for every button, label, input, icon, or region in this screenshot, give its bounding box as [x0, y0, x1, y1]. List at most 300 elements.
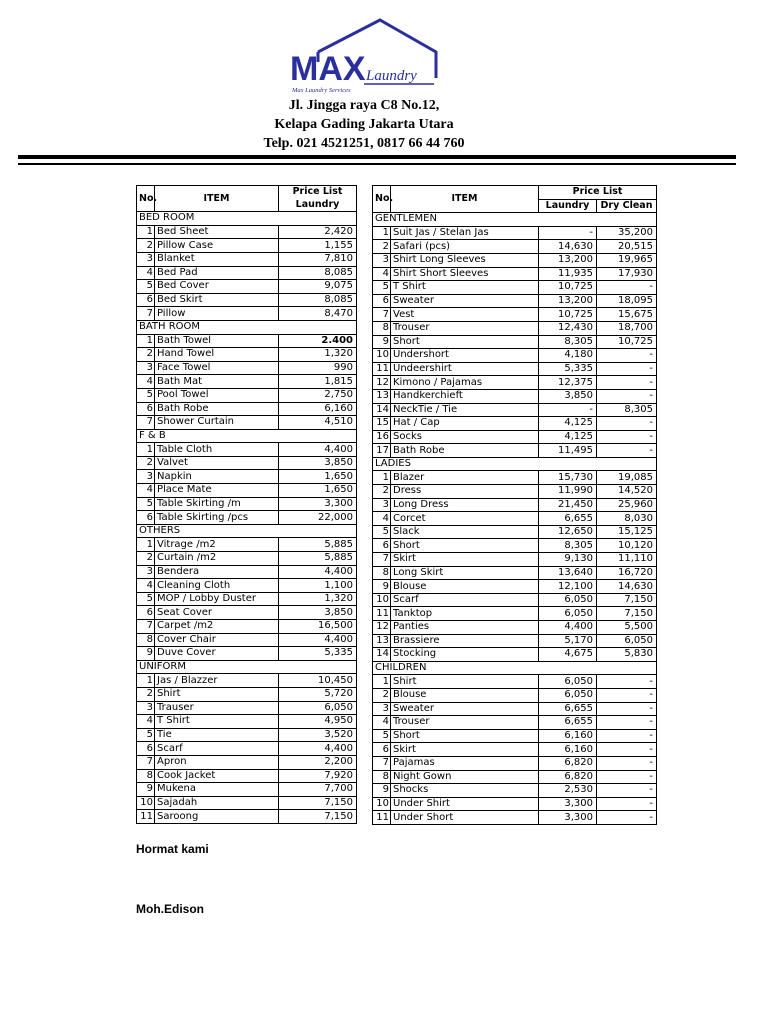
laundry-price: 11,495 [539, 444, 597, 458]
table-row [373, 321, 657, 335]
table-row [373, 349, 657, 363]
dryclean-price: 11,110 [597, 553, 657, 567]
item-name: Trouser [391, 716, 539, 730]
dryclean-price: 8,030 [597, 512, 657, 526]
row-number: 1 [137, 225, 155, 239]
item-name: Pillow Case [155, 239, 279, 253]
row-number: 1 [373, 675, 391, 689]
row-number: 2 [373, 485, 391, 499]
row-number: 9 [373, 784, 391, 798]
laundry-price: 6,050 [539, 607, 597, 621]
table-row [373, 362, 657, 376]
table-row [137, 416, 357, 430]
section-title: BED ROOM [137, 212, 357, 226]
item-name: Carpet /m2 [155, 620, 279, 634]
row-number: 5 [137, 592, 155, 606]
table-row [373, 675, 657, 689]
item-name: Undeershirt [391, 362, 539, 376]
row-number: 8 [373, 321, 391, 335]
item-name: Blouse [391, 688, 539, 702]
table-row [137, 280, 357, 294]
item-name: Duve Cover [155, 647, 279, 661]
row-number: 3 [137, 470, 155, 484]
laundry-price: 4,180 [539, 349, 597, 363]
table-row [373, 240, 657, 254]
laundry-price: 12,100 [539, 580, 597, 594]
laundry-price: 3,850 [279, 456, 357, 470]
laundry-price: 3,850 [279, 606, 357, 620]
table-row [137, 715, 357, 729]
col-item-header: ITEM [391, 186, 539, 213]
row-number: 1 [137, 443, 155, 457]
max-laundry-logo [288, 18, 438, 94]
laundry-price: 3,300 [279, 497, 357, 511]
row-number: 6 [373, 743, 391, 757]
dryclean-price: - [597, 716, 657, 730]
item-name: Trauser [155, 701, 279, 715]
laundry-price: 5,170 [539, 634, 597, 648]
dryclean-price: - [597, 444, 657, 458]
row-number: 6 [137, 742, 155, 756]
dryclean-price: 18,095 [597, 294, 657, 308]
laundry-price: 10,725 [539, 281, 597, 295]
item-name: Corcet [391, 512, 539, 526]
laundry-price: 990 [279, 361, 357, 375]
header-rule-thin [18, 163, 736, 165]
laundry-price: 2,750 [279, 388, 357, 402]
laundry-price: 5,335 [539, 362, 597, 376]
item-name: NeckTie / Tie [391, 403, 539, 417]
laundry-price: 15,730 [539, 471, 597, 485]
row-number: 8 [137, 769, 155, 783]
section-title: F & B [137, 429, 357, 443]
item-name: Tanktop [391, 607, 539, 621]
row-number: 6 [137, 402, 155, 416]
item-name: Saroong [155, 810, 279, 824]
laundry-price: 1,650 [279, 484, 357, 498]
item-name: Under Short [391, 811, 539, 825]
item-name: Short [391, 729, 539, 743]
row-number: 8 [373, 566, 391, 580]
laundry-price: 1,650 [279, 470, 357, 484]
laundry-price: 1,100 [279, 579, 357, 593]
row-number: 6 [137, 606, 155, 620]
item-name: Bed Pad [155, 266, 279, 280]
table-row [373, 770, 657, 784]
table-row [137, 701, 357, 715]
laundry-price: - [539, 403, 597, 417]
dryclean-price: 35,200 [597, 226, 657, 240]
table-row [137, 796, 357, 810]
item-name: Long Skirt [391, 566, 539, 580]
row-number: 4 [137, 266, 155, 280]
item-name: Bath Towel [155, 334, 279, 348]
item-name: Hat / Cap [391, 417, 539, 431]
table-row [137, 511, 357, 525]
row-number: 11 [373, 362, 391, 376]
table-row [137, 728, 357, 742]
laundry-price: - [539, 226, 597, 240]
laundry-price: 3,300 [539, 797, 597, 811]
table-row [137, 606, 357, 620]
row-number: 10 [137, 796, 155, 810]
item-name: Panties [391, 621, 539, 635]
laundry-price: 4,400 [279, 443, 357, 457]
laundry-price: 6,050 [279, 701, 357, 715]
section-title: LADIES [373, 457, 657, 471]
table-row [137, 484, 357, 498]
row-number: 6 [137, 293, 155, 307]
table-row [137, 266, 357, 280]
laundry-price: 11,990 [539, 485, 597, 499]
item-name: Pajamas [391, 756, 539, 770]
laundry-price: 6,050 [539, 675, 597, 689]
item-name: Short [391, 539, 539, 553]
row-number: 2 [137, 687, 155, 701]
item-name: Blazer [391, 471, 539, 485]
item-name: Table Cloth [155, 443, 279, 457]
laundry-price: 6,050 [539, 593, 597, 607]
item-name: Shirt [391, 675, 539, 689]
section-row [137, 320, 357, 334]
item-name: Handkerchieft [391, 389, 539, 403]
table-row [137, 552, 357, 566]
item-name: Jas / Blazzer [155, 674, 279, 688]
laundry-price: 2,420 [279, 225, 357, 239]
dryclean-price: - [597, 756, 657, 770]
row-number: 3 [137, 361, 155, 375]
table-row [137, 565, 357, 579]
address-line-3: Telp. 021 4521251, 0817 66 44 760 [263, 136, 465, 151]
price-list-table-right [372, 185, 657, 825]
item-name: Curtain /m2 [155, 552, 279, 566]
laundry-price: 1,155 [279, 239, 357, 253]
dryclean-price: - [597, 702, 657, 716]
table-row [373, 389, 657, 403]
row-number: 3 [137, 701, 155, 715]
table-row [137, 225, 357, 239]
laundry-price: 2,530 [539, 784, 597, 798]
table-row [137, 742, 357, 756]
laundry-price: 7,700 [279, 783, 357, 797]
address-line-2: Kelapa Gading Jakarta Utara [274, 117, 454, 132]
laundry-price: 8,085 [279, 293, 357, 307]
laundry-price: 6,820 [539, 756, 597, 770]
item-name: Bed Sheet [155, 225, 279, 239]
row-number: 6 [137, 511, 155, 525]
table-row [373, 308, 657, 322]
item-name: Apron [155, 755, 279, 769]
col-laundry-header: Laundry [539, 199, 597, 213]
item-name: Suit Jas / Stelan Jas [391, 226, 539, 240]
item-name: Vest [391, 308, 539, 322]
dryclean-price: 17,930 [597, 267, 657, 281]
item-name: Hand Towel [155, 348, 279, 362]
logo-tagline: Max Laundry Services [292, 87, 351, 94]
laundry-price: 6,160 [539, 729, 597, 743]
table-row [373, 634, 657, 648]
table-row [373, 430, 657, 444]
table-row [373, 566, 657, 580]
dryclean-price: - [597, 389, 657, 403]
row-number: 2 [137, 552, 155, 566]
table-row [137, 497, 357, 511]
table-row [373, 648, 657, 662]
section-title: OTHERS [137, 524, 357, 538]
table-row [373, 688, 657, 702]
row-number: 5 [373, 729, 391, 743]
row-number: 7 [137, 755, 155, 769]
row-number: 12 [373, 621, 391, 635]
row-number: 9 [373, 580, 391, 594]
row-number: 15 [373, 417, 391, 431]
row-number: 2 [137, 456, 155, 470]
laundry-price: 12,650 [539, 525, 597, 539]
table-row [373, 294, 657, 308]
price-list-table-left [136, 185, 357, 824]
row-number: 7 [373, 553, 391, 567]
table-row [373, 498, 657, 512]
row-number: 13 [373, 634, 391, 648]
table-row [137, 388, 357, 402]
row-number: 3 [137, 252, 155, 266]
row-number: 5 [373, 281, 391, 295]
dryclean-price: 16,720 [597, 566, 657, 580]
table-row [137, 293, 357, 307]
row-number: 4 [137, 715, 155, 729]
address-line-1: Jl. Jingga raya C8 No.12, [288, 98, 440, 113]
row-number: 9 [137, 783, 155, 797]
dryclean-price: - [597, 376, 657, 390]
table-row [373, 593, 657, 607]
row-number: 4 [137, 484, 155, 498]
table-row [137, 687, 357, 701]
row-number: 1 [137, 538, 155, 552]
col-item-header: ITEM [155, 186, 279, 212]
laundry-price: 8,470 [279, 307, 357, 321]
item-name: Mukena [155, 783, 279, 797]
table-row [137, 769, 357, 783]
section-title: UNIFORM [137, 660, 357, 674]
dryclean-price: 7,150 [597, 607, 657, 621]
section-row [137, 524, 357, 538]
table-row [137, 443, 357, 457]
laundry-price: 13,200 [539, 253, 597, 267]
laundry-price: 4,400 [279, 633, 357, 647]
row-number: 6 [373, 539, 391, 553]
table-row [373, 226, 657, 240]
row-number: 9 [373, 335, 391, 349]
dryclean-price: 7,150 [597, 593, 657, 607]
item-name: Vitrage /m2 [155, 538, 279, 552]
table-row [137, 402, 357, 416]
item-name: Pillow [155, 307, 279, 321]
row-number: 2 [373, 688, 391, 702]
dryclean-price: 14,630 [597, 580, 657, 594]
item-name: Face Towel [155, 361, 279, 375]
item-name: Bath Robe [155, 402, 279, 416]
table-row [373, 485, 657, 499]
dryclean-price: 20,515 [597, 240, 657, 254]
table-row [137, 647, 357, 661]
dryclean-price: - [597, 688, 657, 702]
table-row [137, 755, 357, 769]
item-name: Valvet [155, 456, 279, 470]
laundry-price: 1,320 [279, 348, 357, 362]
laundry-price: 4,400 [279, 565, 357, 579]
row-number: 2 [137, 348, 155, 362]
section-title: BATH ROOM [137, 320, 357, 334]
table-row [137, 674, 357, 688]
logo-sub: Laundry [366, 68, 417, 84]
item-name: Skirt [391, 743, 539, 757]
laundry-price: 7,150 [279, 796, 357, 810]
dryclean-price: - [597, 743, 657, 757]
row-number: 7 [373, 308, 391, 322]
laundry-price: 10,725 [539, 308, 597, 322]
item-name: Safari (pcs) [391, 240, 539, 254]
table-row [373, 267, 657, 281]
laundry-price: 6,655 [539, 702, 597, 716]
item-name: Bed Skirt [155, 293, 279, 307]
dryclean-price: - [597, 675, 657, 689]
row-number: 8 [373, 770, 391, 784]
item-name: Kimono / Pajamas [391, 376, 539, 390]
dryclean-price: 25,960 [597, 498, 657, 512]
col-no-header: No. [373, 186, 391, 213]
item-name: Bath Mat [155, 375, 279, 389]
dryclean-price: 15,125 [597, 525, 657, 539]
laundry-price: 22,000 [279, 511, 357, 525]
laundry-price: 4,675 [539, 648, 597, 662]
row-number: 1 [373, 226, 391, 240]
item-name: Bed Cover [155, 280, 279, 294]
item-name: Slack [391, 525, 539, 539]
laundry-price: 4,125 [539, 430, 597, 444]
table-row [373, 811, 657, 825]
item-name: Cook Jacket [155, 769, 279, 783]
table-row [373, 784, 657, 798]
laundry-price: 3,300 [539, 811, 597, 825]
row-number: 10 [373, 593, 391, 607]
item-name: Scarf [155, 742, 279, 756]
row-number: 1 [137, 334, 155, 348]
item-name: Bendera [155, 565, 279, 579]
row-number: 3 [373, 253, 391, 267]
laundry-price: 5,335 [279, 647, 357, 661]
item-name: Bath Robe [391, 444, 539, 458]
item-name: Cover Chair [155, 633, 279, 647]
table-row [373, 607, 657, 621]
item-name: Napkin [155, 470, 279, 484]
laundry-price: 5,885 [279, 538, 357, 552]
laundry-price: 9,075 [279, 280, 357, 294]
laundry-price: 8,305 [539, 335, 597, 349]
item-name: Shower Curtain [155, 416, 279, 430]
laundry-price: 6,820 [539, 770, 597, 784]
item-name: Night Gown [391, 770, 539, 784]
table-row [373, 756, 657, 770]
row-number: 16 [373, 430, 391, 444]
row-number: 1 [373, 471, 391, 485]
item-name: Socks [391, 430, 539, 444]
row-number: 11 [373, 811, 391, 825]
row-number: 10 [373, 797, 391, 811]
section-row [373, 457, 657, 471]
col-dryclean-header: Dry Clean [597, 199, 657, 213]
laundry-price: 6,160 [539, 743, 597, 757]
row-number: 5 [137, 497, 155, 511]
laundry-price: 4,125 [539, 417, 597, 431]
section-row [137, 429, 357, 443]
table-row [373, 702, 657, 716]
dryclean-price: 10,725 [597, 335, 657, 349]
item-name: T Shirt [391, 281, 539, 295]
item-name: Shirt Short Sleeves [391, 267, 539, 281]
laundry-price: 12,375 [539, 376, 597, 390]
section-title: CHILDREN [373, 661, 657, 675]
laundry-price: 11,935 [539, 267, 597, 281]
laundry-price: 7,920 [279, 769, 357, 783]
laundry-price: 6,655 [539, 716, 597, 730]
table-row [373, 716, 657, 730]
item-name: Undershort [391, 349, 539, 363]
item-name: Pool Towel [155, 388, 279, 402]
dryclean-price: - [597, 281, 657, 295]
row-number: 4 [373, 512, 391, 526]
table-row [137, 239, 357, 253]
table-row [373, 539, 657, 553]
table-row [137, 579, 357, 593]
item-name: Short [391, 335, 539, 349]
item-name: Shocks [391, 784, 539, 798]
item-name: Sajadah [155, 796, 279, 810]
item-name: Table Skirting /m [155, 497, 279, 511]
row-number: 11 [373, 607, 391, 621]
dryclean-price: 19,085 [597, 471, 657, 485]
row-number: 1 [137, 674, 155, 688]
row-number: 14 [373, 403, 391, 417]
item-name: Shirt [155, 687, 279, 701]
row-number: 3 [373, 498, 391, 512]
laundry-price: 13,200 [539, 294, 597, 308]
dryclean-price: - [597, 811, 657, 825]
table-row [373, 281, 657, 295]
dryclean-price: - [597, 770, 657, 784]
col-price-header: Price List [539, 186, 657, 200]
laundry-price: 2,200 [279, 755, 357, 769]
item-name: Trouser [391, 321, 539, 335]
laundry-price: 3,850 [539, 389, 597, 403]
table-row [137, 334, 357, 348]
dryclean-price: 18,700 [597, 321, 657, 335]
item-name: Shirt Long Sleeves [391, 253, 539, 267]
laundry-price: 4,400 [539, 621, 597, 635]
row-number: 5 [137, 728, 155, 742]
table-row [137, 348, 357, 362]
item-name: Sweater [391, 294, 539, 308]
table-row [137, 620, 357, 634]
table-row [373, 797, 657, 811]
table-row [137, 810, 357, 824]
col-price-header: Price List [279, 186, 357, 199]
row-number: 11 [137, 810, 155, 824]
laundry-price: 1,320 [279, 592, 357, 606]
laundry-price: 4,510 [279, 416, 357, 430]
row-number: 4 [137, 375, 155, 389]
laundry-price: 13,640 [539, 566, 597, 580]
laundry-price: 9,130 [539, 553, 597, 567]
